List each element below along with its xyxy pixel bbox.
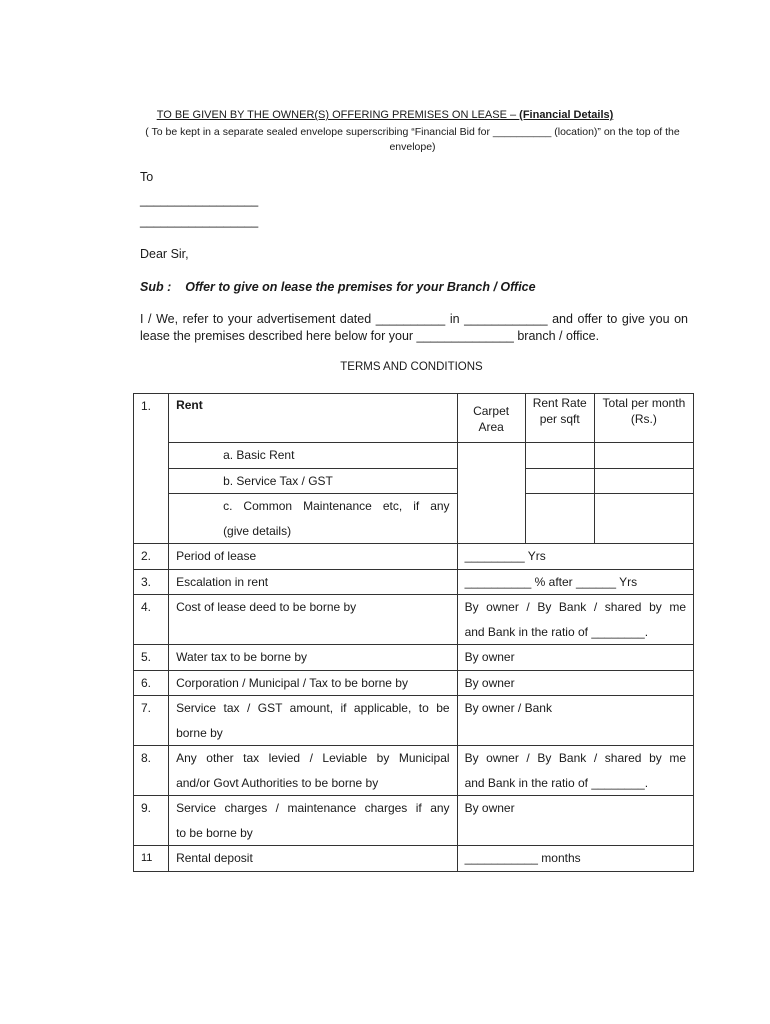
row-number: 8. <box>134 746 169 796</box>
row-value-line1: By owner / By Bank / shared by me <box>464 600 686 614</box>
row-value: ___________ months <box>457 846 693 872</box>
table-row <box>134 846 694 872</box>
row-number: 11 <box>134 846 169 872</box>
basic-rent-rate-cell <box>525 443 594 469</box>
table-row <box>134 569 694 595</box>
address-line-2: _________________ <box>140 214 259 228</box>
subject-label: Sub : <box>140 280 172 294</box>
rent-label: Rent <box>169 394 458 443</box>
carpet-area-header: Carpet Area <box>457 394 525 443</box>
table-row <box>134 696 694 746</box>
row-value: By owner / Bank <box>457 696 693 746</box>
rent-rate-header: Rent Rate per sqft <box>525 394 594 443</box>
row-number: 6. <box>134 670 169 696</box>
row-label <box>169 696 458 746</box>
table-row <box>134 468 694 494</box>
row-label: Period of lease <box>169 544 458 570</box>
basic-rent-total-cell <box>594 443 693 469</box>
document-title <box>0 109 770 121</box>
row-label: Rental deposit <box>169 846 458 872</box>
maintenance-label <box>169 494 458 544</box>
table-row <box>134 394 694 443</box>
row-value <box>457 746 693 796</box>
row-label <box>169 796 458 846</box>
maintenance-label-line2: (give details) <box>223 523 292 538</box>
row-value-line2: and Bank in the ratio of ________. <box>464 775 649 790</box>
maintenance-label-line1: c. Common Maintenance etc, if any <box>223 499 450 513</box>
document-subtitle: ( To be kept in a separate sealed envelope superscribing “Financial Bid for __________ (location)” on the top of the envelope) <box>145 126 680 153</box>
title-bold-text: (Financial Details) <box>519 109 614 121</box>
total-header: Total per month (Rs.) <box>594 394 693 443</box>
subject-text: Offer to give on lease the premises for your Branch / Office <box>185 280 536 294</box>
row-label: Water tax to be borne by <box>169 645 458 671</box>
service-tax-total-cell <box>594 468 693 494</box>
letter-body: I / We, refer to your advertisement dated __________ in ____________ and offer to give you on lease the premises described here below for your ______________ branch / office. <box>140 312 688 343</box>
salutation: Dear Sir, <box>140 247 189 261</box>
row-label-line1: Service tax / GST amount, if applicable, to be <box>176 701 450 715</box>
service-tax-label: b. Service Tax / GST <box>169 468 458 494</box>
table-row <box>134 494 694 544</box>
row-label-line2: to be borne by <box>176 825 253 840</box>
table-row <box>134 544 694 570</box>
row-label-line1: Any other tax levied / Leviable by Municipal <box>176 751 450 765</box>
terms-table <box>133 393 694 872</box>
row-value: _________ Yrs <box>457 544 693 570</box>
title-text: TO BE GIVEN BY THE OWNER(S) OFFERING PREMISES ON LEASE – <box>156 109 520 121</box>
service-tax-rate-cell <box>525 468 594 494</box>
row-label-line2: borne by <box>176 725 223 740</box>
row-number: 7. <box>134 696 169 746</box>
row-label-line1: Service charges / maintenance charges if any <box>176 801 450 815</box>
row-label-line2: and/or Govt Authorities to be borne by <box>176 775 379 790</box>
table-row <box>134 645 694 671</box>
row-value-line2: and Bank in the ratio of ________. <box>464 624 649 639</box>
table-row <box>134 796 694 846</box>
table-row <box>134 443 694 469</box>
row-number: 4. <box>134 595 169 645</box>
row-label <box>169 746 458 796</box>
row-value: By owner <box>457 796 693 846</box>
maintenance-rate-cell <box>525 494 594 544</box>
row-value-line1: By owner / By Bank / shared by me <box>464 751 686 765</box>
row-label: Cost of lease deed to be borne by <box>169 595 458 645</box>
to-label: To <box>140 170 154 184</box>
row-value <box>457 595 693 645</box>
terms-heading: TERMS AND CONDITIONS <box>340 361 483 373</box>
basic-rent-label: a. Basic Rent <box>169 443 458 469</box>
row-number: 1. <box>134 394 169 544</box>
row-number: 3. <box>134 569 169 595</box>
row-number: 9. <box>134 796 169 846</box>
row-label: Corporation / Municipal / Tax to be borne by <box>169 670 458 696</box>
row-value: By owner <box>457 645 693 671</box>
address-line-1: _________________ <box>140 193 259 207</box>
table-row <box>134 595 694 645</box>
table-row <box>134 670 694 696</box>
carpet-area-cell <box>457 443 525 544</box>
row-label: Escalation in rent <box>169 569 458 595</box>
subject-line <box>140 280 536 294</box>
table-row <box>134 746 694 796</box>
row-number: 5. <box>134 645 169 671</box>
maintenance-total-cell <box>594 494 693 544</box>
row-number: 2. <box>134 544 169 570</box>
row-value: __________ % after ______ Yrs <box>457 569 693 595</box>
row-value: By owner <box>457 670 693 696</box>
